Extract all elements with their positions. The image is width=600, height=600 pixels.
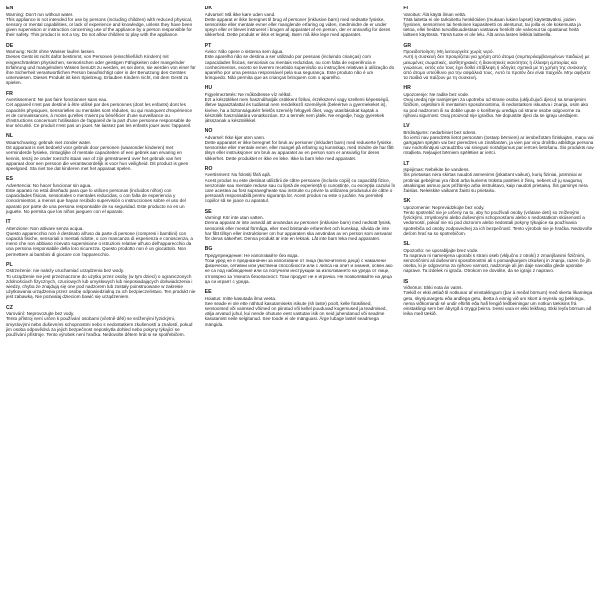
language-block-it — [6, 220, 197, 257]
warning-text: Questo apparecchio non è destinato all'uso da parte di persone (compresi i bambini) con capacità fisiche, sensoriali o mentali ridotte, o con mancanza di esperienza e conoscenza, a meno che non abbiano ricevuto supervisione o istruzioni relative all'uso dell'apparecchio da una persona responsabile della loro sicurezza. Questo prodotto non è un giocattolo. Non permettere ai bambini di giocare con l'apparecchio. — [6, 230, 193, 257]
warning-heading: Warnung: Nicht ohne Wasser laufen lassen. — [6, 49, 96, 55]
warning-text: Dette apparatet er ikke beregnet for bruk av personer (inkludert barn) med reduserte fysiske, sensoriske eller mentale evner, eller mangel på erfaring og kunnskap, med mindre de har fått tilsyn eller instruksjoner om bruk av apparatet av en person som er ansvarlig for deres sikkerhet. Dette produktet er ikke en leke. Ikke la barn leke med apparatet. — [204, 140, 394, 161]
language-block-en — [6, 6, 197, 38]
warning-heading: Varování: Neprovozujte bez vody. — [6, 311, 75, 317]
language-block-pt — [205, 44, 396, 81]
warning-text: This appliance is not intended for use by persons (including children) with reduced physical, sensory or mental capabilities, or lack of experience and knowledge, unless they have been given supervision or instruction concerning use of the appliance by a person responsible for their safety. This product is not a toy. Do not allow children to play with the appliance. — [6, 16, 193, 38]
warning-text: Tækið er ekki ætlað til notkunar af einstaklingum (þar á meðal börnum) með skerta líkamlega getu, skynjunargetu eða andlega getu, ibetta á einnig við um skort á reynslu og þekkingu, nema viðkomandi sé undir eftirliti eða hafi fengið leiðbeiningar um notkun tækisins frá einstaklingi sem ber ábyrgð á öryggi þeirra. Þessi vara er ekki leikfang. Ekki leyfa börnum að leika með tækið. — [403, 290, 593, 317]
language-code: PL — [6, 261, 13, 268]
column-right — [403, 6, 594, 594]
language-block-fi — [403, 6, 594, 38]
warning-heading: Advarsel: Ikke kjør uten vann. — [204, 134, 266, 140]
warning-heading: Opozorilo: ne uporabljajte brez vode. — [403, 247, 479, 253]
warning-text: Ovaj uređaj nije namijenjen za upotrebu od strane osoba (uključujući djecu) sa smanjenim fizičkim, osjetilnim ili mentalnim sposobnostima, ili nedostatkom iskustva i znanja, osim ako su pod nadzorom ili su dobile upute o korištenju uređaja od strane osobe odgovorne za njihovu sigurnost. Ovaj proizvod nije igračka. Ne dopustite djeci da se igraju uređajem. — [403, 97, 589, 118]
warning-text: Este aparato no está diseñado para que lo utilicen personas (incluidos niños) con capacidades físicas, sensoriales o mentales reducidas, o con falta de experiencia y conocimientos, a menos que hayan recibido supervisión o instrucciones sobre el uso del aparato por parte de una persona responsable de su seguridad. Este producto no es un juguete. No permita que los niños jueguen con el aparato. — [6, 188, 186, 214]
warning-heading: Aviso: Não opere o sistema sem água. — [204, 49, 284, 55]
warning-text: Αυτή η συσκευή δεν προορίζεται για χρήση από άτομα (συμπεριλαμβανομένων παιδιών) με μειωμένες σωματικές, αισθητηριακές ή διανοητικές ικανότητες ή έλλειψη εμπειρίας και γνώσεων, εκτός εάν τους έχει δοθεί επίβλεψη ή οδηγίες σχετικά με τη χρήση της συσκευής από άτομο υπεύθυνο για την ασφάλειά τους. Αυτό το προϊόν δεν είναι παιχνίδι. Μην αφήνετε τα παιδιά να παίζουν με τη συσκευή. — [403, 54, 591, 81]
language-block-fr — [6, 92, 197, 129]
language-code: HU — [204, 85, 213, 92]
warning-heading: Waarschuwing: gebruik niet zonder water. — [6, 140, 92, 146]
language-code: RO — [204, 165, 213, 172]
language-code: DE — [6, 42, 14, 49]
language-code: DK — [204, 6, 213, 11]
language-block-pl — [6, 263, 197, 300]
language-code: LV — [403, 123, 410, 130]
language-block-no — [205, 129, 396, 161]
language-code: SK — [403, 198, 411, 205]
language-code: HR — [403, 85, 411, 92]
warning-heading: Brīdinājums: nedarbiniet bez ūdens. — [403, 129, 477, 135]
language-code: SE — [204, 208, 212, 215]
language-block-sk — [403, 199, 594, 236]
warning-text: To urządzenie nie jest przeznaczone do użytku przez osoby (w tym dzieci) o ograniczonych zdolnościach fizycznych, czuciowych lub umysłowych lub nieposiadających doświadczenia i wiedzy, chyba że znajdują się one pod nadzorem lub zostały poinstruowane w zakresie użytkowania urządzenia przez osobę odpowiedzialną za ich bezpieczeństwo. Ten produkt nie jest zabawką. Nie pozwalaj dzieciom bawić się urządzeniem. — [6, 273, 196, 300]
language-code: BG — [204, 246, 213, 253]
language-code: LT — [403, 160, 410, 167]
language-block-hr — [403, 86, 594, 118]
warning-text: Cet appareil n'est pas destiné à être utilisé par des personnes (dont les enfants) dont les capacités physiques, sensorielles ou mentales sont réduites, ou qui manquent d'expérience et de connaissances, à moins qu'elles n'aient pu bénéficier d'une surveillance ou d'instructions concernant l'utilisation de l'appareil de la part d'une personne responsable de leur sécurité. Ce produit n'est pas un jouet. Ne laissez pas les enfants jouer avec l'appareil. — [6, 102, 193, 129]
language-code: EN — [6, 6, 14, 11]
warning-heading: Advarsel: Må ikke køre uden vand. — [204, 11, 276, 17]
language-code: ES — [6, 176, 13, 183]
warning-text: Šo ierīci nav paredzēts lietot personām (tostarp bērniem) ar ierobežotām fiziskajām, maņu vai garīgajām spējām vai bez pieredzes un zināšanām, ja vien par viņu drošību atbildīga persona nav nodrošinājusi uzraudzību vai sniegusi norādījumus par ierīces lietošanu. Šis produkts nav rotaļlieta. Neļaujiet bērniem spēlēties ar ierīci. — [403, 134, 594, 156]
language-block-cz — [6, 306, 197, 338]
language-block-lt — [403, 162, 594, 194]
language-block-is — [403, 280, 594, 317]
warning-text: Tento spotrebič nie je určený na to, aby ho používali osoby (vrátane detí) so zníženými fyzickými, zmyslovými alebo duševnými schopnosťami alebo s nedostatkom skúseností a vedomostí, pokiaľ nie sú pod dozorom alebo nedostali pokyny týkajúce sa používania spotrebiča od osoby zodpovednej za ich bezpečnosť. Tento výrobok nie je hračka. Nedovoľte deťom hrať sa so spotrebičom. — [403, 210, 593, 236]
warning-text: Tätä laitetta ei ole tarkoitettu henkilöiden (mukaan lukien lapset) käytettäväksi, joiden fyysinen, sensorinen tai henkinen kapasiteetti on alentunut, tai joilla ei ole kokemusta ja tietoa, ellei heidän turvallisuudestaan vastaava henkilö ole valvonut tai opastanut heitä laitteen käytössä. Tämä tuote ei ole lelu. Älä anna lasten leikkiä laitteella. — [403, 16, 581, 38]
warning-heading: Figyelmeztetés: Ne működtesse víz nélkül. — [204, 92, 292, 98]
warning-heading: Avertisment: Nu folosiți fără apă. — [204, 172, 271, 178]
warning-text: Dette apparat er ikke beregnet til brug af personer (inklusive børn) med nedsatte fysiske, sensoriske eller mentale evner eller manglende erfaring og viden, medmindre de er under opsyn eller er blevet instrueret i brugen af apparatet af en person, der er ansvarlig for deres sikkerhed. Dette produkt er ikke et legetøj. Børn må ikke lege med apparatet. — [204, 16, 391, 38]
warning-heading: Προειδοποίηση: Μη λειτουργείτε χωρίς νερό. — [403, 49, 494, 55]
warning-heading: Warning: Don't run without water. — [6, 11, 74, 17]
language-block-se — [205, 210, 396, 242]
language-block-lv — [403, 124, 594, 156]
language-block-dk — [205, 6, 396, 38]
language-block-ro — [205, 167, 396, 204]
column-left — [6, 6, 197, 594]
language-code: EE — [204, 289, 212, 296]
warning-text: Dit apparaat is niet bedoeld voor gebruik door personen (waaronder kinderen) met verminderde fysieke, zintuiglijke of mentale capaciteiten of een gebrek aan ervaring en kennis, tenzij ze onder toezicht staan van of zijn geïnstrueerd over het gebruik van het apparaat door een persoon die verantwoordelijk is voor hun veiligheid. Dit product is geen speelgoed. Sta niet toe dat kinderen met het apparaat spelen. — [6, 145, 189, 172]
language-code: CZ — [6, 304, 13, 311]
language-code: FR — [6, 90, 13, 97]
warning-text: Ezt a készüléket nem használhatják csökkent fizikai, érzékszervi vagy szellemi képességű, illetve tapasztalattal és tudással nem rendelkező személyek (beleértve a gyermekeket is), kivéve, ha a biztonságukért felelős személy felügyeli őket, vagy utasításokat kaptak a készülék használatára vonatkozóan. Ez a termék nem játék. Ne engedje, hogy gyerekek játsszanak a készülékkel. — [204, 97, 390, 124]
language-code: IT — [6, 219, 11, 226]
language-block-nl — [6, 134, 197, 171]
warning-text: Tento přístroj není určen k používání osobami (včetně dětí) se sníženými fyzickými, smyslovými nebo duševními schopnostmi nebo s nedostatkem zkušeností a znalostí, pokud jim osoba odpovědná za jejich bezpečnost neposkytla dohled nebo pokyny týkající se používání přístroje. Tento výrobek není hračka. Nedovolte dětem hrát si se spotřebičem. — [6, 316, 193, 338]
language-block-es — [6, 177, 197, 214]
language-code: GR — [403, 42, 412, 49]
warning-text: Dieses Gerät ist nicht dafür bestimmt, von Personen (einschließlich Kindern) mit eingeschränkten physischen, sensorischen oder geistigen Fähigkeiten oder mangelnder Erfahrung und mangelndem Wissen benutzt zu werden, es sei denn, sie werden von einer für ihre Sicherheit verantwortlichen Person beaufsichtigt oder in der Benutzung des Gerätes unterwiesen. Dieses Produkt ist kein Spielzeug. Erlauben Kindern nicht, mit dem Gerät zu spielen. — [6, 54, 196, 86]
column-middle — [205, 6, 396, 594]
warning-text: Este aparelho não se destina a ser utilizado por pessoas (incluindo crianças) com capacidades físicas, sensoriais ou mentais reduzidas, ou com falta de experiência e conhecimentos, exceto se tiverem recebido supervisão ou instruções relativas à utilização do aparelho por uma pessoa responsável pela sua segurança. Este produto não é um brinquedo. Não permita que as crianças brinquem com o aparelho. — [204, 54, 395, 81]
warning-heading: Upozornenie: Neprevádzkujte bez vody. — [403, 204, 485, 210]
language-code: PT — [204, 42, 212, 49]
warning-text: Denna apparat är inte avsedd att användas av personer (inklusive barn) med nedsatt fysisk, sensorisk eller mental förmåga, eller med bristande erfarenhet och kunskap, såvida de inte har fått tillsyn eller instruktioner om hur apparaten ska användas av en person som ansvarar för deras säkerhet. Denna produkt är inte en leksak. Låt inte barn leka med apparaten. — [204, 220, 393, 242]
language-block-bg — [205, 247, 396, 284]
warning-heading: Advertencia: No hacer funcionar sin agua. — [6, 182, 92, 188]
warning-heading: Upozorenje: Ne radite bez vode. — [403, 92, 470, 98]
language-block-ee — [205, 290, 396, 327]
language-code: IS — [403, 278, 409, 285]
warning-heading: Varoitus: Älä käytä ilman vettä. — [403, 11, 467, 17]
warning-text: Šis prietaisas nėra skirtas naudoti asmenims (įskaitant vaikus), kurių fiziniai, jutiminiai ar protiniai gebėjimai yra riboti arba kuriems trūksta patirties ir žinių, nebent už jų saugumą atsakingas asmuo juos prižiūrėjo arba instruktavo, kaip naudoti prietaisą. Šis gaminys nėra žaislas. Neleiskite vaikams žaisti su prietaisu. — [403, 172, 588, 194]
warning-heading: Avertissement: Ne pas faire fonctionner sans eau. — [6, 97, 108, 103]
language-block-gr — [403, 44, 594, 81]
warning-heading: Attenzione: Non attivare senza acqua. — [6, 225, 84, 231]
warning-text: Този уред не е предназначен за използване от лица (включително деца) с намалени физически, сетивни или умствени способности или с липса на опит и знания, освен ако не са под наблюдение или са получили инструкции за използването на уреда от лице, отговорно за тяхната безопасност. Този продукт не е играчка. Не позволявайте на деца да си играят с уреда. — [204, 258, 393, 284]
language-code: SL — [403, 241, 410, 248]
language-code: FI — [403, 6, 408, 11]
warning-heading: Предупреждение: Не използвайте без вода. — [204, 252, 299, 258]
warning-heading: Viðvörun: Ekki nota án vatns. — [403, 285, 463, 291]
language-code: NL — [6, 133, 13, 140]
warning-text: See seade ei ole ette nähtud kasutamiseks isikute (sh laste) poolt, kelle füüsilised, sensoorsed või vaimsed võimed on piiratud või kellel puuduvad kogemused ja teadmised, välja arvatud juhul, kui nende ohutuse eest vastutav isik on neid juhendanud või seadme kasutamist neile selgitanud. See toode ei ole mänguasi. Ärge lubage lastel seadmega mängida. — [204, 300, 387, 327]
warning-text: Acest produs nu este destinat utilizării de către persoane (inclusiv copii) cu capacități fizice, senzoriale sau mentale reduse sau cu lipsă de experiență și cunoștințe, cu excepția cazului în care acestea au fost supravegheate sau instruite cu privire la utilizarea produsului de către o persoană responsabilă pentru siguranța lor. Acest produs nu este o jucărie. Nu permiteți copiilor să se joace cu aparatul. — [204, 177, 396, 204]
warning-text: Ta naprava ni namenjena uporabi s strani oseb (vključno z otroki) z zmanjšanimi fizičnimi, senzoričnimi ali duševnimi sposobnostmi ali s pomanjkanjem izkušenj in znanja, razen če jih oseba, ki je odgovorna za njihovo varnost, nadzoruje ali jim daje navodila glede uporabe naprave. Ta izdelek ni igrača. Otrokom ne dovolite, da se igrajo z napravo. — [403, 252, 591, 274]
warning-heading: Įspėjimas: Nebėkite be vandens. — [403, 167, 470, 173]
warning-document — [6, 6, 594, 594]
warning-heading: Varning! Kör inte utan vatten. — [204, 215, 264, 221]
language-block-de — [6, 44, 197, 86]
warning-heading: Hoiatus: mitte kasutada ilma veeta. — [204, 295, 277, 301]
warning-heading: Ostrzeżenie: nie należy uruchamiać urządzenia bez wody. — [6, 268, 125, 274]
language-block-hu — [205, 86, 396, 123]
language-code: NO — [204, 128, 213, 135]
language-block-sl — [403, 242, 594, 274]
